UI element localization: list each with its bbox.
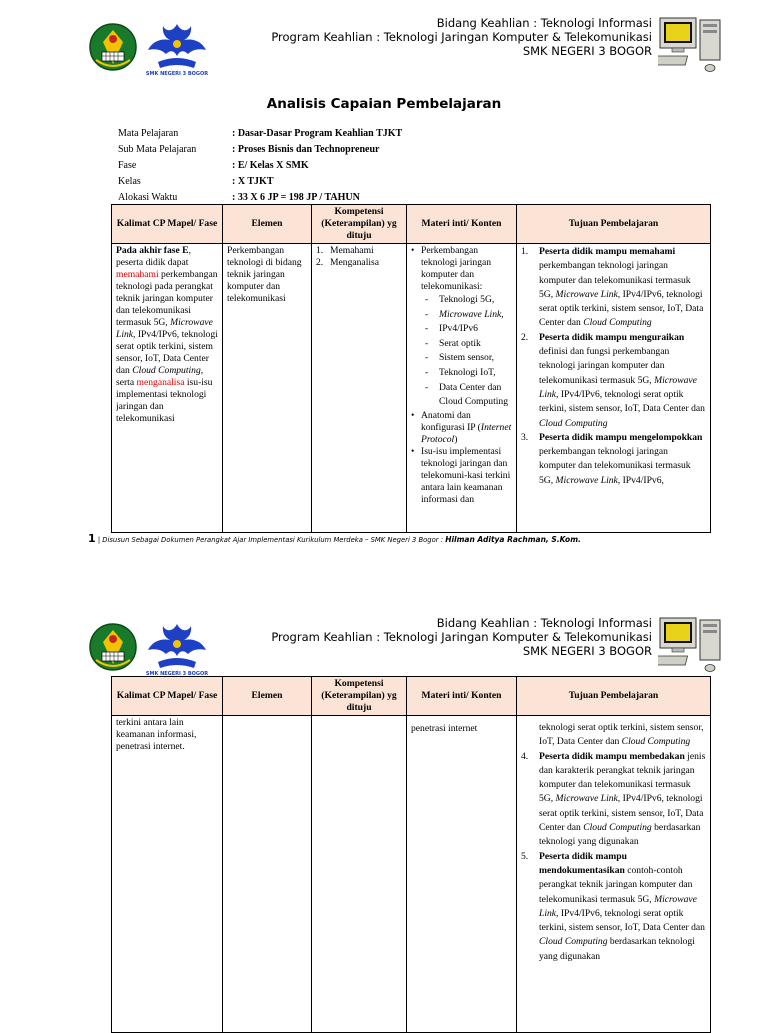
bullet-icon: •	[411, 245, 415, 256]
tujuan-text: jenis dan karakterik perangkat teknik jaringan komputer dan telekomunikasi termasuk 5G,	[539, 750, 706, 805]
table-row	[112, 244, 711, 533]
fase-label: Fase	[118, 160, 137, 171]
tujuan-text: IPv4/IPv6, teknologi serat optik terkini, sistem sensor, IoT, Data Center dan	[539, 288, 704, 329]
elemen-text: Perkembangan teknologi di bidang teknik jaringan komputer dan telekomunikasi	[227, 245, 302, 304]
materi-text: Isu-isu implementasi teknologi jaringan dan telekomuni-kasi terkini antara lain keamanan informasi dan	[421, 445, 511, 505]
list-item	[521, 331, 706, 431]
list-item	[411, 446, 512, 506]
cp-text: Cloud Computing	[132, 365, 201, 376]
cp-text: , peserta didik dapat	[116, 245, 191, 268]
list-item	[316, 245, 402, 257]
list-number: 4.	[521, 750, 529, 762]
header-program: Program Keahlian : Teknologi Jaringan Komputer & Telekomunikasi	[271, 30, 652, 44]
tujuan-text: Microwave Link,	[555, 793, 621, 805]
materi-text: Internet Protocol	[421, 421, 512, 445]
mapel-label: Mata Pelajaran	[118, 128, 179, 139]
table-row	[112, 716, 711, 1033]
tujuan-text: teknologi serat optik terkini, sistem sensor, IoT, Data Center dan	[539, 722, 704, 748]
header-school: SMK NEGERI 3 BOGOR	[522, 44, 652, 58]
materi-subitem: Serat optik	[439, 337, 481, 349]
tujuan-text: Microwave Link,	[539, 893, 697, 919]
cp-keyword-menganalisa: menganalisa	[136, 377, 185, 388]
tujuan-text: Microwave Link,	[555, 474, 621, 486]
list-item	[411, 410, 512, 446]
header-text-block	[271, 616, 652, 658]
table-header-row	[112, 205, 711, 244]
tujuan-list	[521, 245, 706, 488]
tujuan-text: Peserta didik mampu mendokumentasikan	[539, 850, 627, 876]
list-item	[521, 721, 706, 750]
col-header-cp: Kalimat CP Mapel/ Fase	[112, 677, 223, 716]
tujuan-text: Peserta didik mampu menguraikan	[539, 331, 685, 343]
cp-cell	[112, 244, 223, 533]
tujuan-text: Peserta didik mampu mengelompokkan	[539, 431, 703, 443]
table-header-row	[112, 677, 711, 716]
list-item	[425, 337, 512, 352]
col-header-elemen: Elemen	[223, 677, 312, 716]
tujuan-text: Peserta didik mampu membedakan	[539, 750, 685, 762]
alokasi-value: : 33 X 6 JP = 198 JP / TAHUN	[232, 192, 360, 203]
west-java-emblem-icon	[88, 622, 138, 672]
smk-negeri-3-bogor-logo-icon	[144, 20, 210, 78]
dash-icon: -	[425, 352, 429, 364]
kompetensi-list	[316, 245, 402, 269]
tujuan-text: Microwave Link,	[539, 374, 697, 400]
materi-list	[411, 245, 512, 506]
elemen-cell	[223, 716, 312, 1033]
course-info	[116, 125, 404, 207]
list-number: 5.	[521, 850, 529, 862]
cp-text: Pada akhir fase E	[116, 245, 189, 256]
cp-table	[111, 204, 711, 533]
footer-text: | Disusun Sebagai Dokumen Perangkat Ajar Implementasi Kurikulum Merdeka – SMK Negeri 3 Bogor :	[95, 536, 446, 544]
list-item	[425, 381, 512, 410]
col-header-tujuan: Tujuan Pembelajaran	[517, 205, 711, 244]
tujuan-text: Cloud Computing	[539, 936, 608, 948]
fase-value: : E/ Kelas X SMK	[232, 160, 309, 171]
materi-subitem: Teknologi 5G,	[439, 294, 495, 305]
tujuan-text: perkembangan teknologi jaringan komputer dan telekomunikasi termasuk 5G,	[539, 260, 691, 300]
materi-subitem: IPv4/IPv6	[439, 323, 478, 335]
kompetensi-cell	[312, 716, 407, 1033]
list-number: 3.	[521, 431, 529, 443]
sub-mapel-value: : Proses Bisnis dan Technopreneur	[232, 144, 380, 155]
list-item	[521, 245, 706, 331]
list-number: 2.	[316, 257, 324, 268]
tujuan-text: contoh-contoh perangkat teknik jaringan komputer dan telekomunikasi termasuk 5G,	[539, 864, 693, 905]
cp-table-continued	[111, 676, 711, 1033]
dash-icon: -	[425, 337, 429, 349]
list-item	[316, 257, 402, 269]
list-item	[425, 308, 512, 323]
svg-text:SMK NEGERI 3 BOGOR: SMK NEGERI 3 BOGOR	[145, 671, 209, 677]
bullet-icon: •	[411, 445, 415, 457]
tujuan-text: definisi dan fungsi perkembangan teknologi jaringan komputer dan telekomunikasi termasuk 5G,	[539, 346, 670, 386]
kompetensi-cell	[312, 244, 407, 533]
cp-keyword-memahami: memahami	[116, 269, 159, 280]
materi-subitem: Teknologi IoT,	[439, 366, 496, 378]
dash-icon: -	[425, 308, 429, 320]
dash-icon: -	[425, 366, 429, 378]
west-java-emblem-icon	[88, 22, 138, 72]
list-item	[521, 850, 706, 964]
cp-text: , serta	[116, 365, 204, 388]
tujuan-text: Cloud Computing	[539, 417, 608, 429]
kelas-value: : X TJKT	[232, 176, 274, 187]
elemen-cell	[223, 244, 312, 533]
tujuan-text: IPv4/IPv6, teknologi serat optik terkini, sistem sensor, IoT, Data Center dan	[539, 907, 705, 934]
tujuan-text: Peserta didik mampu memahami	[539, 246, 676, 257]
alokasi-label: Alokasi Waktu	[118, 192, 178, 203]
materi-cell	[407, 244, 517, 533]
materi-sublist	[425, 293, 512, 410]
list-item	[411, 245, 512, 410]
materi-text: penetrasi internet	[411, 723, 478, 734]
tujuan-text: berdasarkan teknologi yang digunakan	[539, 936, 695, 962]
bullet-icon: •	[411, 409, 415, 421]
tujuan-list	[521, 721, 706, 964]
header-school: SMK NEGERI 3 BOGOR	[522, 644, 652, 658]
materi-cell	[407, 716, 517, 1033]
list-item	[425, 366, 512, 381]
header-bidang: Bidang Keahlian : Teknologi Informasi	[436, 616, 652, 630]
list-number: 1.	[316, 245, 324, 256]
sub-mapel-label: Sub Mata Pelajaran	[118, 144, 197, 155]
list-item	[521, 750, 706, 850]
page-title: Analisis Capaian Pembelajaran	[266, 96, 502, 112]
cp-text: terkini antara lain keamanan informasi, penetrasi internet.	[116, 717, 197, 752]
list-item	[425, 322, 512, 337]
dash-icon: -	[425, 381, 429, 393]
tujuan-text: Cloud Computing	[583, 317, 652, 329]
header-program: Program Keahlian : Teknologi Jaringan Komputer & Telekomunikasi	[271, 630, 652, 644]
list-item	[425, 351, 512, 366]
tujuan-text: Cloud Computing	[621, 736, 691, 748]
computer-icon	[658, 14, 724, 76]
tujuan-text: IPv4/IPv6,	[620, 474, 664, 486]
svg-text:SMK NEGERI 3 BOGOR: SMK NEGERI 3 BOGOR	[145, 71, 209, 77]
col-header-elemen: Elemen	[223, 205, 312, 244]
cp-text: isu-isu implementasi teknologi jaringan dan telekomunikasi	[116, 377, 213, 424]
tujuan-text: Cloud Computing	[583, 822, 652, 834]
document-page-2	[0, 600, 768, 1024]
cp-text: Microwave Link,	[116, 317, 213, 340]
col-header-kompetensi: Kompetensi (Keterampilan) yg dituju	[312, 677, 407, 716]
page-number: 1	[88, 532, 96, 545]
kompetensi-text: Memahami	[330, 245, 374, 256]
tujuan-cell	[517, 244, 711, 533]
kelas-label: Kelas	[118, 176, 141, 187]
cp-text: IPv4/IPv6, teknologi serat optik terkini, sistem sensor, IoT, Data Center dan	[116, 329, 218, 376]
col-header-tujuan: Tujuan Pembelajaran	[517, 677, 711, 716]
cp-cell	[112, 716, 223, 1033]
tujuan-text: perkembangan teknologi jaringan komputer dan telekomunikasi termasuk 5G,	[539, 446, 691, 486]
footer-author: Hilman Aditya Rachman, S.Kom.	[445, 535, 581, 544]
list-number: 2.	[521, 331, 529, 343]
dash-icon: -	[425, 294, 429, 305]
materi-text: )	[454, 433, 458, 445]
cp-text: perkembangan teknologi pada perangkat teknik jaringan komputer dan telekomunikasi termasuk 5G,	[116, 269, 218, 328]
smk-negeri-3-bogor-logo-icon	[144, 620, 210, 678]
tujuan-text: Microwave Link,	[555, 288, 621, 300]
dash-icon: -	[425, 323, 429, 335]
materi-text: Anatomi dan konfigurasi IP (	[421, 409, 481, 433]
col-header-kompetensi: Kompetensi (Keterampilan) yg dituju	[312, 205, 407, 244]
tujuan-text: IPv4/IPv6, teknologi serat optik terkini, sistem sensor, IoT, Data Center dan	[539, 793, 704, 834]
list-number: 1.	[521, 246, 529, 257]
page-footer	[88, 532, 581, 545]
materi-subitem: Sistem sensor,	[439, 352, 495, 364]
header-text-block	[271, 16, 652, 58]
col-header-materi: Materi inti/ Konten	[407, 205, 517, 244]
materi-text: Perkembangan teknologi jaringan komputer dan telekomunikasi:	[421, 245, 492, 292]
computer-icon	[658, 614, 724, 676]
materi-subitem: Data Center dan Cloud Computing	[439, 381, 509, 408]
list-item	[425, 293, 512, 308]
page-header	[0, 0, 768, 90]
tujuan-cell	[517, 716, 711, 1033]
col-header-materi: Materi inti/ Konten	[407, 677, 517, 716]
col-header-cp: Kalimat CP Mapel/ Fase	[112, 205, 223, 244]
tujuan-text: IPv4/IPv6, teknologi serat optik terkini, sistem sensor, IoT, Data Center dan	[539, 388, 705, 415]
tujuan-text: berdasarkan teknologi yang digunakan	[539, 822, 701, 848]
mapel-value: : Dasar-Dasar Program Keahlian TJKT	[232, 128, 403, 139]
materi-subitem: Microwave Link,	[439, 308, 504, 320]
kompetensi-text: Menganalisa	[330, 257, 380, 268]
header-bidang: Bidang Keahlian : Teknologi Informasi	[436, 16, 652, 30]
list-item	[521, 431, 706, 488]
